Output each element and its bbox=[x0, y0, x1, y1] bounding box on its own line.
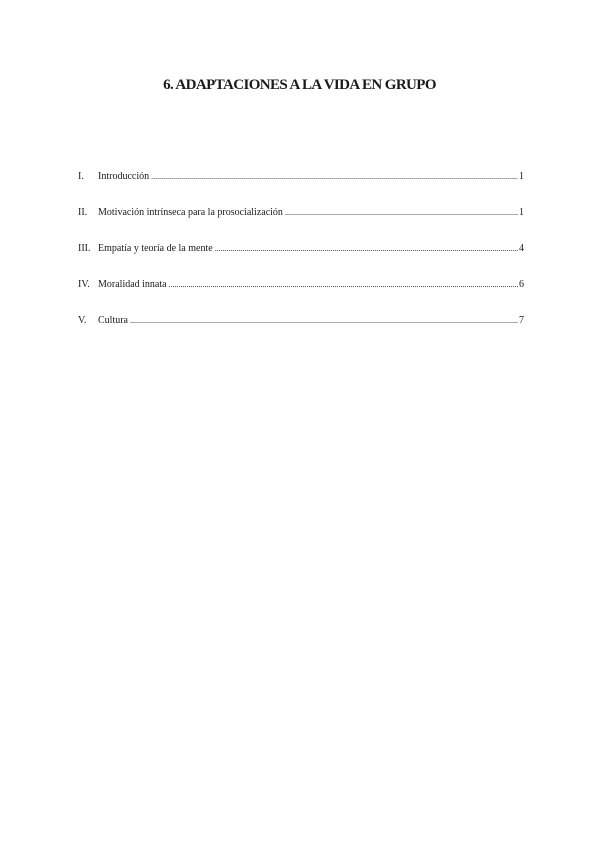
dot-leader bbox=[285, 206, 518, 220]
toc-entry-number: II. bbox=[78, 207, 88, 218]
toc-entry-number: V. bbox=[78, 315, 87, 326]
toc-entry-page: 1 bbox=[519, 207, 524, 218]
toc-entry-number: III. bbox=[78, 243, 91, 254]
toc-entry-page: 6 bbox=[519, 279, 524, 290]
toc-entry[interactable] bbox=[78, 170, 524, 206]
toc-entry-page: 7 bbox=[519, 315, 524, 326]
dot-leader bbox=[130, 314, 518, 328]
toc-entry[interactable] bbox=[78, 206, 524, 242]
toc-entry-page: 1 bbox=[519, 171, 524, 182]
toc-entry-page: 4 bbox=[519, 243, 524, 254]
toc-entry-label: Motivación intrínseca para la prosocialización bbox=[98, 207, 283, 218]
toc-entry-number: IV. bbox=[78, 279, 90, 290]
toc-entry-label: Cultura bbox=[98, 315, 128, 326]
toc-entry[interactable] bbox=[78, 314, 524, 350]
toc-entry-number: I. bbox=[78, 171, 84, 182]
dot-leader bbox=[215, 242, 518, 256]
dot-leader bbox=[151, 170, 518, 184]
dot-leader bbox=[169, 278, 518, 292]
page-title: 6. ADAPTACIONES A LA VIDA EN GRUPO bbox=[163, 77, 436, 93]
toc-entry-label: Introducción bbox=[98, 171, 150, 182]
toc-entry-label: Empatía y teoría de la mente bbox=[98, 243, 213, 254]
toc-entry-label: Moralidad innata bbox=[98, 279, 167, 290]
toc-entry[interactable] bbox=[78, 278, 524, 314]
table-of-contents bbox=[78, 170, 524, 350]
toc-entry[interactable] bbox=[78, 242, 524, 278]
